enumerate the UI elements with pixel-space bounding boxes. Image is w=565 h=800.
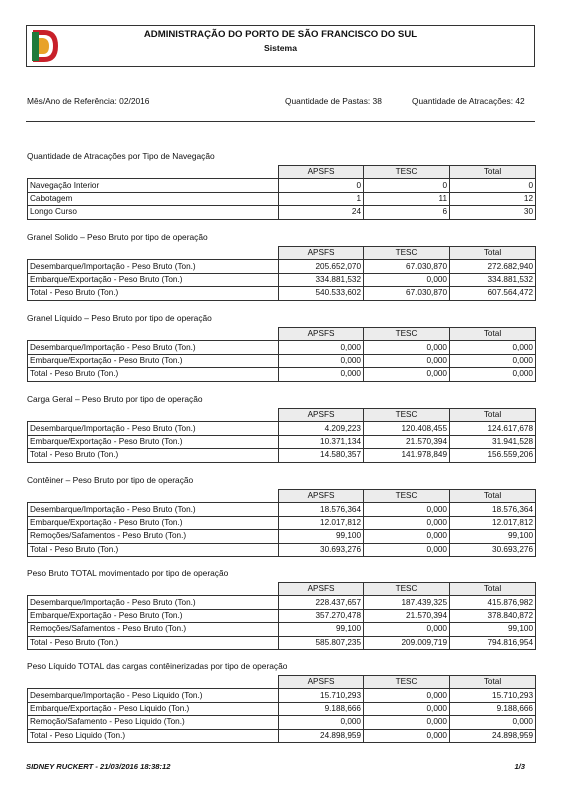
table-row <box>28 516 536 529</box>
section-title: Quantidade de Atracações por Tipo de Navegação <box>27 151 215 161</box>
data-table <box>27 408 536 463</box>
row-label: Total - Peso Bruto (Ton.) <box>28 368 279 381</box>
row-label: Navegação Interior <box>28 179 279 192</box>
section-title: Peso Líquido TOTAL das cargas contêinerizadas por tipo de operação <box>27 661 288 671</box>
value-cell: 15.710,293 <box>450 689 536 702</box>
column-header: APSFS <box>279 490 364 503</box>
report-subtitle: Sistema <box>264 43 297 53</box>
row-label: Desembarque/Importação - Peso Bruto (Ton.) <box>28 341 279 354</box>
value-cell: 0,000 <box>364 689 450 702</box>
section-6 <box>27 568 535 650</box>
value-cell: 99,100 <box>279 623 364 636</box>
table-row <box>28 206 536 219</box>
header-blank-cell <box>28 676 279 689</box>
section-title: Carga Geral – Peso Bruto por tipo de operação <box>27 394 203 404</box>
row-label: Desembarque/Importação - Peso Liquido (Ton.) <box>28 689 279 702</box>
table-row <box>28 273 536 286</box>
column-header: APSFS <box>279 166 364 179</box>
row-label: Desembarque/Importação - Peso Bruto (Ton.) <box>28 260 279 273</box>
value-cell: 10.371,134 <box>279 435 364 448</box>
column-header: APSFS <box>279 328 364 341</box>
table-row <box>28 596 536 609</box>
table-header-row <box>28 409 536 422</box>
value-cell: 0 <box>450 179 536 192</box>
value-cell: 67.030,870 <box>364 260 450 273</box>
value-cell: 0 <box>279 179 364 192</box>
header-blank-cell <box>28 583 279 596</box>
value-cell: 794.816,954 <box>450 636 536 649</box>
value-cell: 209.009,719 <box>364 636 450 649</box>
table-row <box>28 702 536 715</box>
row-label: Desembarque/Importação - Peso Bruto (Ton.) <box>28 503 279 516</box>
report-title: ADMINISTRAÇÃO DO PORTO DE SÃO FRANCISCO DO SUL <box>143 29 418 40</box>
value-cell: 540.533,602 <box>279 287 364 300</box>
row-label: Embarque/Exportação - Peso Liquido (Ton.) <box>28 702 279 715</box>
data-table <box>27 675 536 743</box>
value-cell: 0,000 <box>364 368 450 381</box>
row-label: Total - Peso Bruto (Ton.) <box>28 543 279 556</box>
table-row <box>28 422 536 435</box>
value-cell: 0,000 <box>364 341 450 354</box>
table-row <box>28 689 536 702</box>
table-row <box>28 716 536 729</box>
table-row <box>28 609 536 622</box>
column-header: TESC <box>364 583 450 596</box>
row-label: Total - Peso Liquido (Ton.) <box>28 729 279 742</box>
row-label: Embarque/Exportação - Peso Bruto (Ton.) <box>28 273 279 286</box>
value-cell: 99,100 <box>279 530 364 543</box>
section-7 <box>27 661 535 743</box>
value-cell: 99,100 <box>450 623 536 636</box>
section-title: Peso Bruto TOTAL movimentado por tipo de operação <box>27 568 229 578</box>
table-header-row <box>28 328 536 341</box>
value-cell: 30.693,276 <box>450 543 536 556</box>
value-cell: 31.941,528 <box>450 435 536 448</box>
value-cell: 0,000 <box>450 354 536 367</box>
row-label: Cabotagem <box>28 192 279 205</box>
value-cell: 0,000 <box>364 516 450 529</box>
column-header: TESC <box>364 247 450 260</box>
table-header-row <box>28 583 536 596</box>
column-header: Total <box>450 247 536 260</box>
row-label: Embarque/Exportação - Peso Bruto (Ton.) <box>28 516 279 529</box>
value-cell: 0,000 <box>364 702 450 715</box>
row-label: Total - Peso Bruto (Ton.) <box>28 449 279 462</box>
table-row <box>28 260 536 273</box>
value-cell: 14.580,357 <box>279 449 364 462</box>
value-cell: 120.408,455 <box>364 422 450 435</box>
value-cell: 607.564,472 <box>450 287 536 300</box>
section-2 <box>27 232 535 301</box>
value-cell: 124.617,678 <box>450 422 536 435</box>
value-cell: 0,000 <box>364 623 450 636</box>
value-cell: 0,000 <box>364 716 450 729</box>
column-header: TESC <box>364 676 450 689</box>
column-header: Total <box>450 166 536 179</box>
value-cell: 15.710,293 <box>279 689 364 702</box>
row-label: Desembarque/Importação - Peso Bruto (Ton.) <box>28 596 279 609</box>
value-cell: 21.570,394 <box>364 609 450 622</box>
column-header: TESC <box>364 409 450 422</box>
column-header: APSFS <box>279 583 364 596</box>
value-cell: 334.881,532 <box>450 273 536 286</box>
value-cell: 357.270,478 <box>279 609 364 622</box>
data-table <box>27 327 536 382</box>
table-row <box>28 530 536 543</box>
value-cell: 415.876,982 <box>450 596 536 609</box>
data-table <box>27 582 536 650</box>
value-cell: 24.898,959 <box>450 729 536 742</box>
section-5 <box>27 475 535 557</box>
value-cell: 272.682,940 <box>450 260 536 273</box>
value-cell: 21.570,394 <box>364 435 450 448</box>
value-cell: 0,000 <box>450 341 536 354</box>
page-number: 1/3 <box>514 762 525 771</box>
value-cell: 0,000 <box>279 368 364 381</box>
column-header: APSFS <box>279 409 364 422</box>
table-row <box>28 341 536 354</box>
value-cell: 585.807,235 <box>279 636 364 649</box>
value-cell: 0,000 <box>279 716 364 729</box>
value-cell: 9.188,666 <box>279 702 364 715</box>
table-row <box>28 729 536 742</box>
header-blank-cell <box>28 328 279 341</box>
value-cell: 9.188,666 <box>450 702 536 715</box>
row-label: Longo Curso <box>28 206 279 219</box>
row-label: Embarque/Exportação - Peso Bruto (Ton.) <box>28 609 279 622</box>
row-label: Embarque/Exportação - Peso Bruto (Ton.) <box>28 354 279 367</box>
data-table <box>27 165 536 220</box>
value-cell: 0,000 <box>450 368 536 381</box>
table-header-row <box>28 166 536 179</box>
reference-month: Mês/Ano de Referência: 02/2016 <box>27 96 150 106</box>
section-4 <box>27 394 535 463</box>
section-title: Granel Líquido – Peso Bruto por tipo de operação <box>27 313 212 323</box>
berthings-count: Quantidade de Atracações: 42 <box>412 96 525 106</box>
column-header: TESC <box>364 490 450 503</box>
row-label: Total - Peso Bruto (Ton.) <box>28 287 279 300</box>
table-row <box>28 449 536 462</box>
value-cell: 18.576,364 <box>279 503 364 516</box>
section-1 <box>27 151 535 220</box>
column-header: APSFS <box>279 676 364 689</box>
value-cell: 30.693,276 <box>279 543 364 556</box>
column-header: APSFS <box>279 247 364 260</box>
value-cell: 0,000 <box>279 354 364 367</box>
column-header: Total <box>450 490 536 503</box>
value-cell: 0,000 <box>450 716 536 729</box>
table-row <box>28 623 536 636</box>
data-table <box>27 246 536 301</box>
row-label: Remoção/Safamento - Peso Liquido (Ton.) <box>28 716 279 729</box>
table-header-row <box>28 247 536 260</box>
row-label: Embarque/Exportação - Peso Bruto (Ton.) <box>28 435 279 448</box>
value-cell: 18.576,364 <box>450 503 536 516</box>
value-cell: 334.881,532 <box>279 273 364 286</box>
data-table <box>27 489 536 557</box>
table-row <box>28 435 536 448</box>
value-cell: 99,100 <box>450 530 536 543</box>
value-cell: 0,000 <box>364 273 450 286</box>
table-row <box>28 192 536 205</box>
table-header-row <box>28 676 536 689</box>
table-row <box>28 368 536 381</box>
value-cell: 0,000 <box>364 354 450 367</box>
table-row <box>28 179 536 192</box>
value-cell: 378.840,872 <box>450 609 536 622</box>
table-row <box>28 636 536 649</box>
section-title: Granel Solido – Peso Bruto por tipo de operação <box>27 232 208 242</box>
header-blank-cell <box>28 166 279 179</box>
value-cell: 24 <box>279 206 364 219</box>
section-title: Contêiner – Peso Bruto por tipo de operação <box>27 475 194 485</box>
header-blank-cell <box>28 490 279 503</box>
header-blank-cell <box>28 247 279 260</box>
folders-count: Quantidade de Pastas: 38 <box>285 96 382 106</box>
row-label: Remoções/Safamentos - Peso Bruto (Ton.) <box>28 623 279 636</box>
column-header: Total <box>450 409 536 422</box>
value-cell: 141.978,849 <box>364 449 450 462</box>
row-label: Remoções/Safamentos - Peso Bruto (Ton.) <box>28 530 279 543</box>
header-divider <box>26 121 535 122</box>
section-3 <box>27 313 535 382</box>
table-row <box>28 354 536 367</box>
value-cell: 6 <box>364 206 450 219</box>
column-header: Total <box>450 328 536 341</box>
table-header-row <box>28 490 536 503</box>
table-row <box>28 287 536 300</box>
row-label: Desembarque/Importação - Peso Bruto (Ton.) <box>28 422 279 435</box>
value-cell: 12.017,812 <box>279 516 364 529</box>
value-cell: 1 <box>279 192 364 205</box>
value-cell: 156.559,206 <box>450 449 536 462</box>
value-cell: 0 <box>364 179 450 192</box>
value-cell: 205.652,070 <box>279 260 364 273</box>
value-cell: 187.439,325 <box>364 596 450 609</box>
value-cell: 228.437,657 <box>279 596 364 609</box>
value-cell: 67.030,870 <box>364 287 450 300</box>
value-cell: 4.209,223 <box>279 422 364 435</box>
value-cell: 12.017,812 <box>450 516 536 529</box>
value-cell: 30 <box>450 206 536 219</box>
value-cell: 0,000 <box>364 530 450 543</box>
table-row <box>28 503 536 516</box>
header-blank-cell <box>28 409 279 422</box>
table-row <box>28 543 536 556</box>
value-cell: 0,000 <box>364 543 450 556</box>
column-header: TESC <box>364 166 450 179</box>
value-cell: 12 <box>450 192 536 205</box>
column-header: TESC <box>364 328 450 341</box>
value-cell: 0,000 <box>364 503 450 516</box>
column-header: Total <box>450 583 536 596</box>
column-header: Total <box>450 676 536 689</box>
value-cell: 24.898,959 <box>279 729 364 742</box>
report-header <box>26 25 535 67</box>
footer-user-timestamp: SIDNEY RUCKERT - 21/03/2016 18:38:12 <box>26 762 171 771</box>
value-cell: 0,000 <box>364 729 450 742</box>
row-label: Total - Peso Bruto (Ton.) <box>28 636 279 649</box>
value-cell: 11 <box>364 192 450 205</box>
value-cell: 0,000 <box>279 341 364 354</box>
